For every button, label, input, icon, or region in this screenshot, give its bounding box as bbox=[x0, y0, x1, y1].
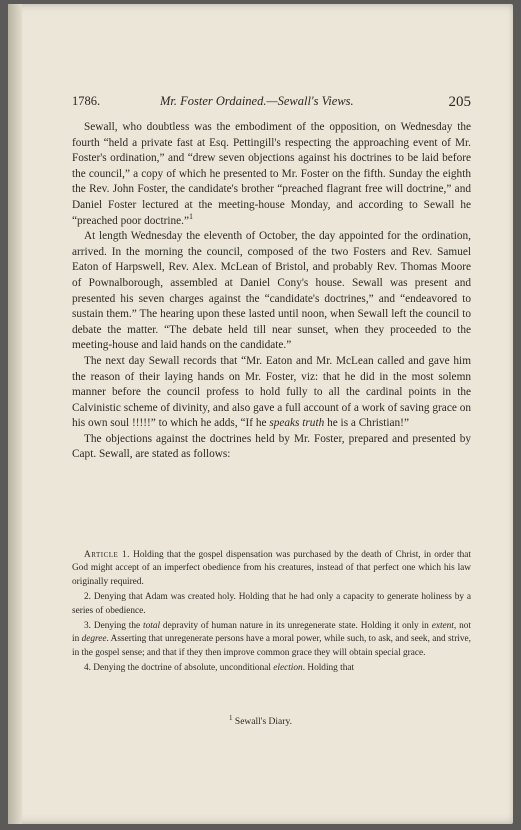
article-item bbox=[72, 591, 471, 618]
page-gutter bbox=[8, 4, 22, 824]
article-item bbox=[72, 620, 471, 660]
footnote bbox=[8, 714, 513, 727]
paragraph bbox=[72, 229, 471, 354]
footnote-text: Sewall's Diary. bbox=[234, 717, 292, 728]
article-text: 4. Denying the doctrine of absolute, unconditional bbox=[84, 663, 274, 674]
paragraph-text: he is a Christian!” bbox=[324, 417, 409, 430]
article-text: depravity of human nature in its unregenerate state. Holding it only in bbox=[160, 621, 432, 632]
article-text: 2. Denying that Adam was created holy. Holding that he had only a capacity to generate holiness by a series of obedience. bbox=[72, 592, 471, 616]
main-text bbox=[72, 120, 471, 463]
article-text: Holding that the gospel dispensation was purchased by the death of Christ, in order that God might accept of an imperfect obedience from his creatures, instead of that perfect one which his law originally required. bbox=[72, 550, 471, 587]
paragraph-text: Sewall, who doubtless was the embodiment of the opposition, on Wednesday the fourth “held a private fast at Esq. Pettingill's respecting the approaching event of Mr. Foster's ordination,” and “drew seven objections against his doctrines to be laid before the council,” a copy of which he presented to Mr. Foster on the fifth. Sunday the eighth the Rev. John Foster, the candidate's brother “preached flagrant free will doctrine,” and Daniel Foster lectured at the meeting-house Monday, and according to Sewall he “preached poor doctrine.” bbox=[72, 121, 471, 227]
articles-list bbox=[72, 549, 471, 678]
italic-phrase: total bbox=[143, 621, 161, 632]
italic-phrase: speaks truth bbox=[269, 417, 325, 430]
article-item bbox=[72, 549, 471, 589]
article-item bbox=[72, 662, 471, 675]
paragraph-text: The objections against the doctrines held by Mr. Foster, prepared and presented by Capt. Sewall, are stated as follows: bbox=[72, 432, 471, 461]
paragraph-text: The next day Sewall records that “Mr. Eaton and Mr. McLean called and gave him the reason of their laying hands on Mr. Foster, viz: that he did in the most solemn manner before the council profess to hold fully to all the cardinal points in the Calvinistic scheme of divinity, and also gave a full account of a work of saving grace on his own soul !!!!!” to which he adds, “If he bbox=[72, 354, 471, 430]
footnote-marker: 1 bbox=[229, 714, 233, 722]
book-page bbox=[8, 4, 513, 824]
page-number: 205 bbox=[448, 94, 471, 110]
paragraph bbox=[72, 432, 471, 463]
paragraph-text: At length Wednesday the eleventh of October, the day appointed for the ordination, arrived. In the morning the council, composed of the two Fosters and Rev. Samuel Eaton of Harpswell, Rev. Alex. McLean of Bristol, and probably Rev. Thomas Moore of Pownalborough, assembled at Daniel Cony's house. Sewall was present and presented his seven charges against the “candidate's doctrines,” and “endeavored to sustain them.” The hearing upon these lasted until noon, when Sewall left the council to debate the matter. “The debate held till near sunset, when they proceeded to the meeting-house and laid hands on the candidate.” bbox=[72, 230, 471, 352]
footnote-ref: 1 bbox=[189, 211, 193, 221]
italic-phrase: election bbox=[273, 663, 303, 674]
article-text: . Asserting that unregenerate persons have a moral power, while such, to ask, and seek, and strive, in the gospel sense; and that if they then improve common grace they will obtain special grace. bbox=[72, 634, 471, 658]
paragraph bbox=[72, 120, 471, 229]
italic-phrase: degree bbox=[81, 634, 107, 645]
paragraph bbox=[72, 354, 471, 432]
article-text: . Holding that bbox=[302, 663, 355, 674]
article-text: 3. Denying the bbox=[84, 621, 143, 632]
italic-phrase: extent bbox=[431, 621, 454, 632]
running-header bbox=[72, 92, 471, 110]
article-text: , not in bbox=[72, 621, 471, 645]
running-title: Mr. Foster Ordained.—Sewall's Views. bbox=[160, 94, 354, 108]
header-year: 1786. bbox=[72, 94, 101, 108]
article-lead: Article 1. bbox=[84, 550, 130, 560]
